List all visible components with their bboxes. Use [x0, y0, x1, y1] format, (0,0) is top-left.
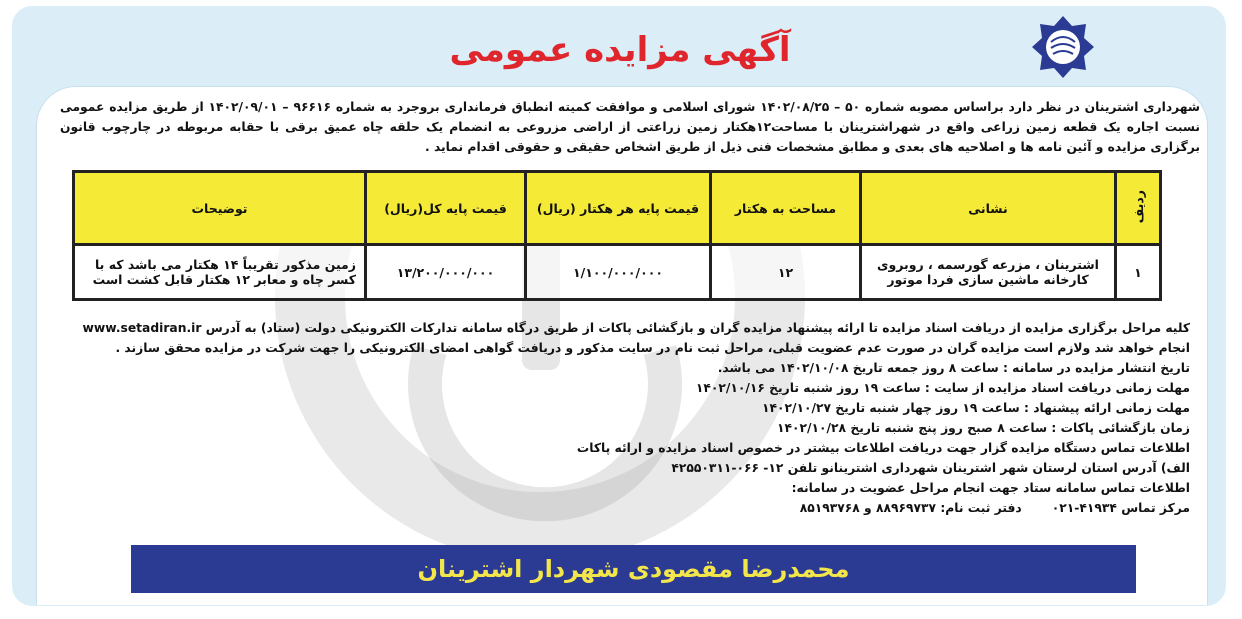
table-header-row: [74, 172, 1161, 245]
col-price-per-hectare-header: قیمت پایه هر هکتار (ریال): [526, 172, 711, 245]
registration-office-text: دفتر ثبت نام: ۸۸۹۶۹۷۳۷ و ۸۵۱۹۳۷۶۸: [799, 501, 1022, 515]
address-line: الف) آدرس استان لرستان شهر اشترینان شهرداری اشترینانو تلفن ۱۲- ۰۶۶-۴۲۵۵۰۳۱۱: [671, 461, 1190, 475]
cell-total-price: ۱۳/۲۰۰/۰۰۰/۰۰۰: [366, 245, 526, 300]
col-row-header: ردیف: [1116, 172, 1161, 245]
cell-area: ۱۲: [711, 245, 861, 300]
opening-time-line: زمان بازگشائی پاکات : ساعت ۸ صبح روز پنج شنبه تاریخ ۱۴۰۲/۱۰/۲۸: [777, 421, 1190, 435]
municipality-logo-icon: [1030, 14, 1096, 80]
setad-info-line: اطلاعات تماس سامانه ستاد جهت انجام مراحل عضویت در سامانه:: [791, 481, 1190, 495]
contact-center-text: مرکز تماس ۴۱۹۳۴-۰۲۱: [1051, 501, 1190, 515]
col-area-header: مساحت به هکتار: [711, 172, 861, 245]
procedure-paragraph: کلیه مراحل برگزاری مزایده از دریافت اسناد مزایده تا ارائه پیشنهاد مزایده گران و بازگشائی پاکات از طریق درگاه سامانه تدارکات الکترونیکی دولت (ستاد) به آدرس www.setadiran.ir انجام خواهد شد ولازم است مزایده گران در صورت عدم عضویت قبلی، مراحل ثبت نام در سایت مذکور و دریافت گواهی امضای الکترونیکی را جهت شرکت در مزایده محقق سازند .: [82, 321, 1190, 355]
advert-title: آگهی مزایده عمومی: [449, 30, 791, 70]
col-address-header: نشانی: [861, 172, 1116, 245]
cell-address: اشترینان ، مزرعه گورسمه ، روبروی کارخانه ماشین سازی فردا موتور: [861, 245, 1116, 300]
cell-description: زمین مذکور تقریباً ۱۴ هکتار می باشد که با کسر چاه و معابر ۱۲ هکتار قابل کشت است: [74, 245, 366, 300]
document-deadline-line: مهلت زمانی دریافت اسناد مزایده از سایت : ساعت ۱۹ روز شنبه تاریخ ۱۴۰۲/۱۰/۱۶: [695, 381, 1190, 395]
cell-price-per-hectare: ۱/۱۰۰/۰۰۰/۰۰۰: [526, 245, 711, 300]
auction-details: [60, 318, 1190, 518]
table-row: [74, 245, 1161, 300]
col-description-header: توضیحات: [74, 172, 366, 245]
signature-banner: [131, 545, 1136, 593]
auction-items-table: [72, 170, 1162, 301]
col-total-price-header: قیمت پایه کل(ریال): [366, 172, 526, 245]
contact-numbers-row: [60, 498, 1190, 518]
cell-row: ۱: [1116, 245, 1161, 300]
signature-text: محمدرضا مقصودی شهردار اشترینان: [417, 555, 850, 583]
publish-date-line: تاریخ انتشار مزایده در سامانه : ساعت ۸ روز جمعه تاریخ ۱۴۰۲/۱۰/۰۸ می باشد.: [717, 361, 1190, 375]
offer-deadline-line: مهلت زمانی ارائه پیشنهاد : ساعت ۱۹ روز چهار شنبه تاریخ ۱۴۰۲/۱۰/۲۷: [762, 401, 1190, 415]
intro-paragraph: شهرداری اشترینان در نظر دارد براساس مصوبه شماره ۵۰ – ۱۴۰۲/۰۸/۲۵ شورای اسلامی و موافقت کمیته انطباق فرمانداری بروجرد به شماره ۹۶۶۱۶ – ۱۴۰۲/۰۹/۰۱ از طریق مزایده عمومی نسبت اجاره یک قطعه زمین زراعی واقع در شهراشترینان با مساحت۱۲هکتار زمین زراعتی از اراضی مزروعی به انضمام یک حلقه چاه عمیق برقی با حقابه مربوطه در چارچوب قانون برگزاری مزایده و آئین نامه ها و اصلاحیه های بعدی و مطابق مشخصات فنی ذیل از طریق اشخاص حقیقی و حقوقی اقدام نماید .: [60, 100, 1201, 154]
contact-info-line: اطلاعات تماس دستگاه مزایده گزار جهت دریافت اطلاعات بیشتر در خصوص اسناد مزایده و ارائه پاکات: [576, 441, 1190, 455]
